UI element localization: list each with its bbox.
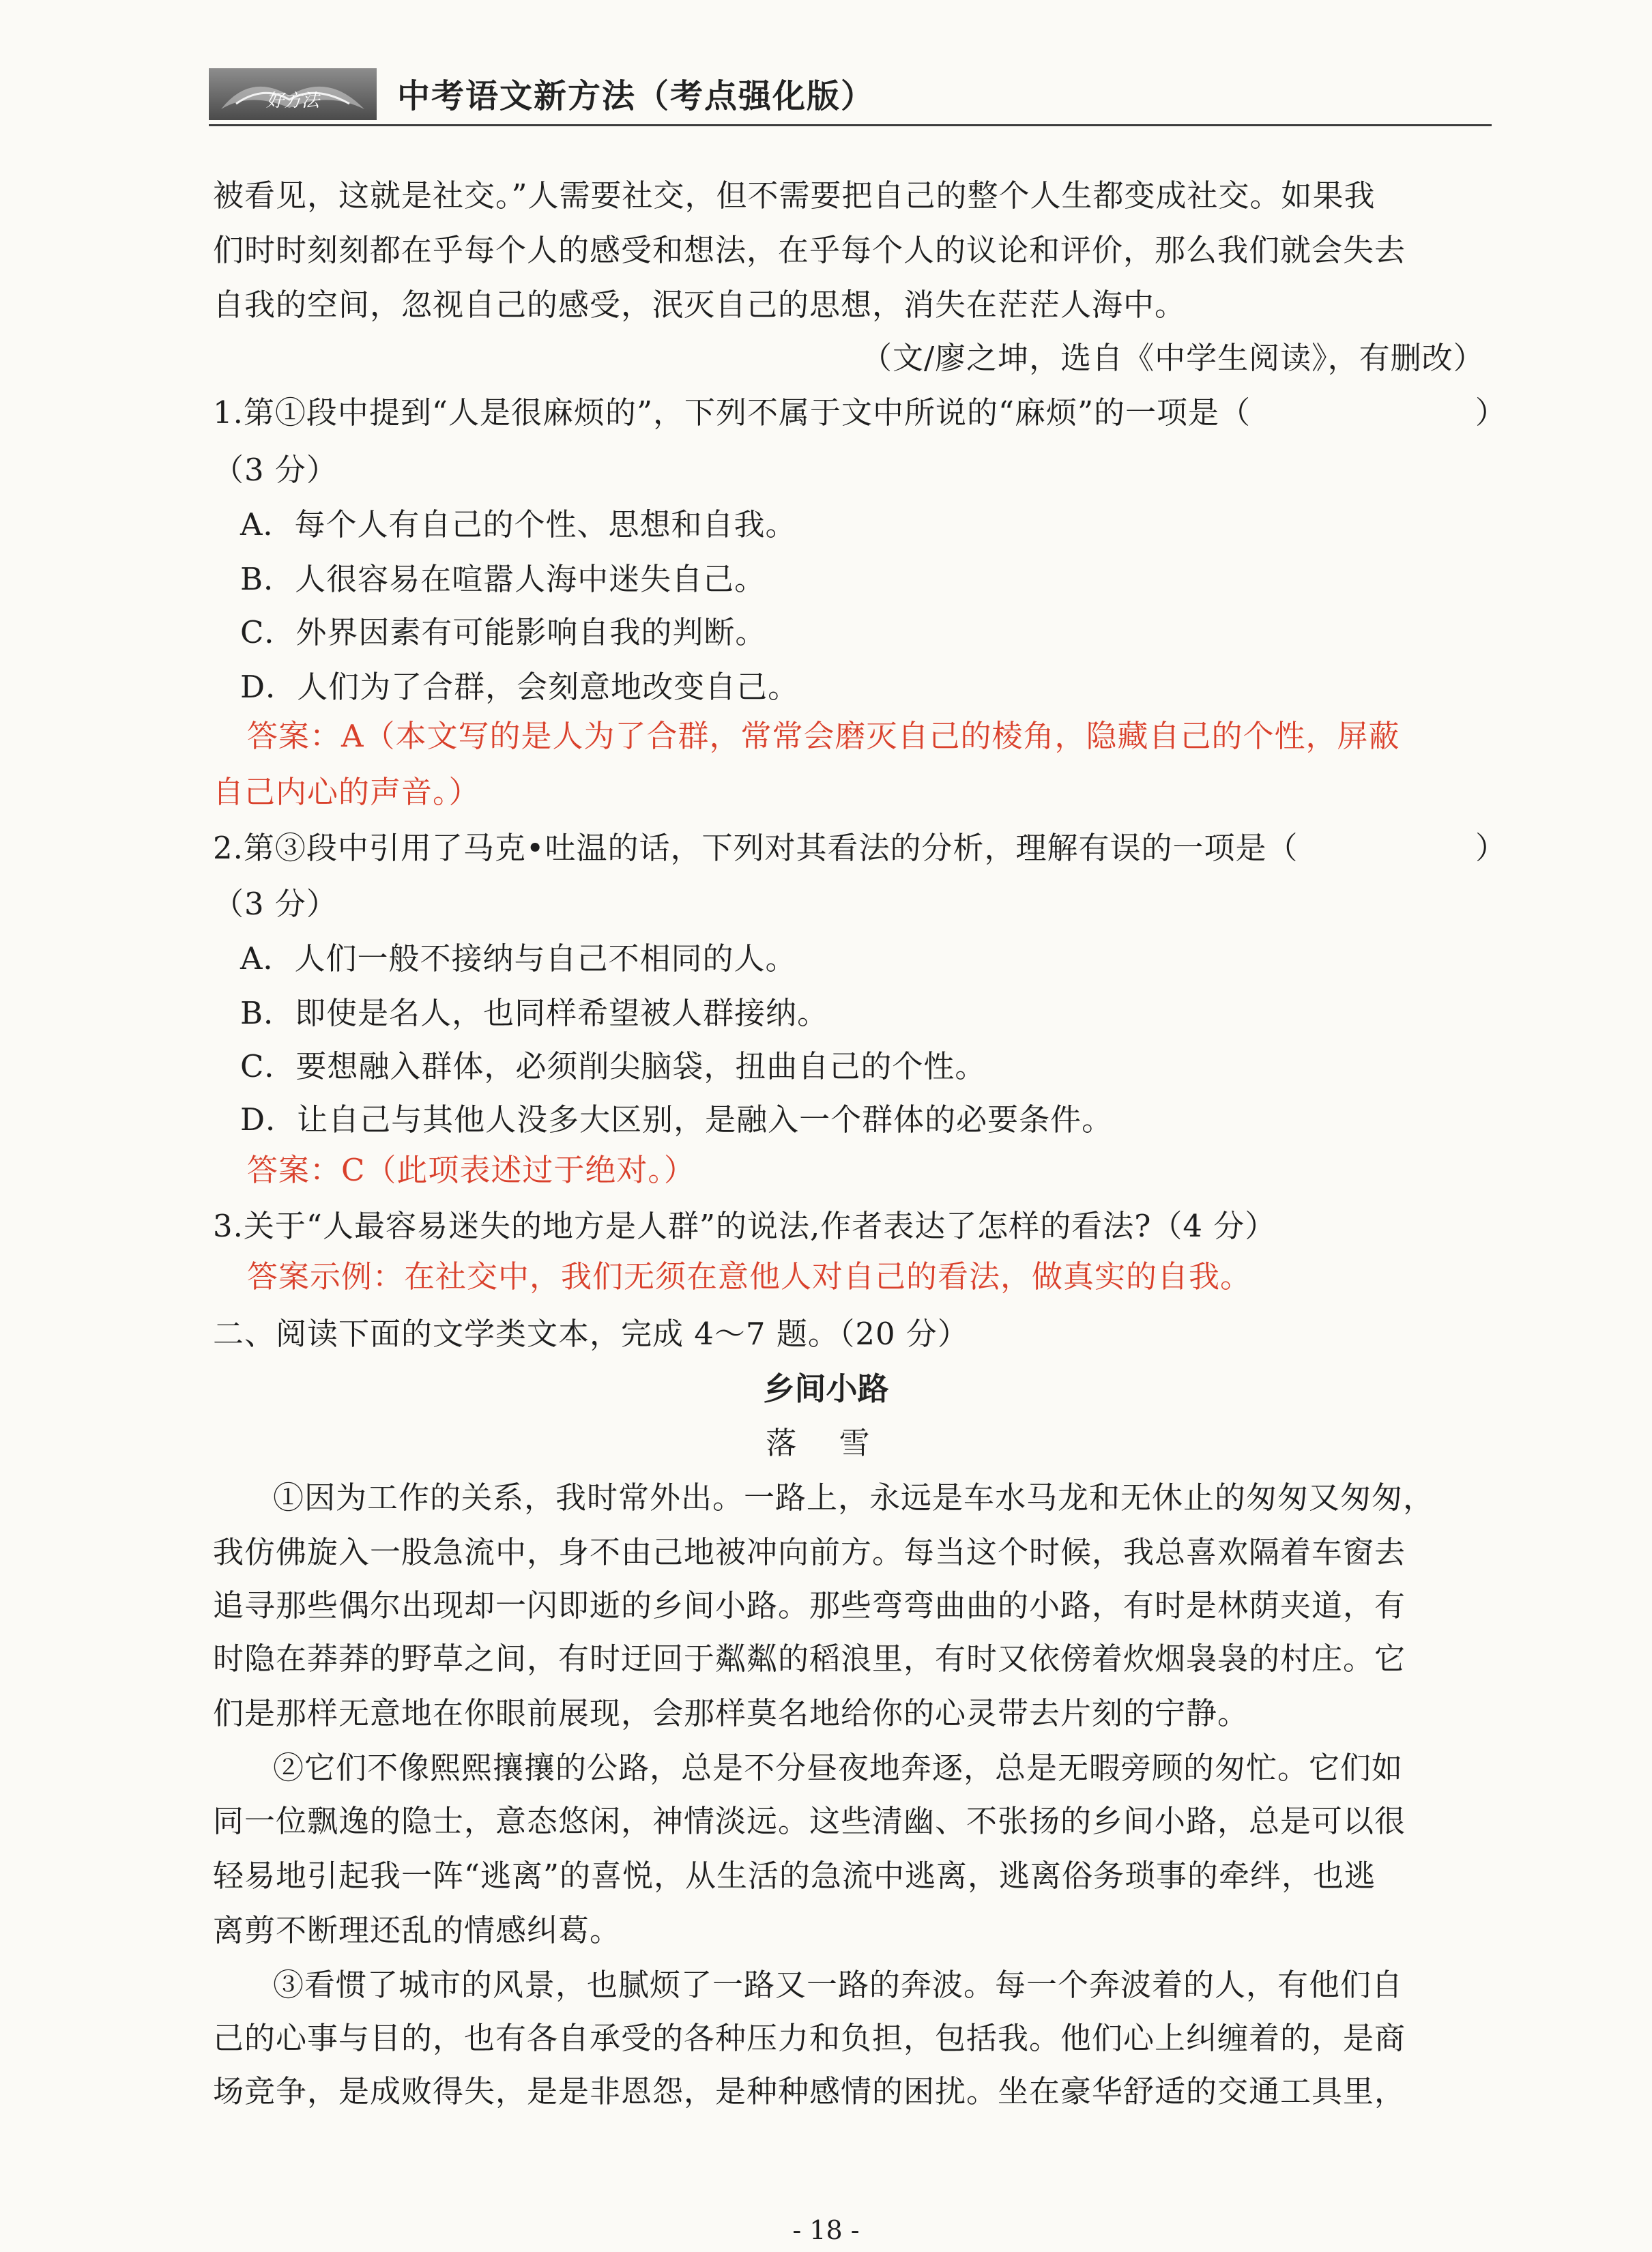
page-header bbox=[209, 63, 1492, 126]
paragraph-line: 己的心事与目的，也有各自承受的各种压力和负担，包括我。他们心上纠缠着的，是商 bbox=[213, 2020, 1406, 2056]
paragraph-line: 时隐在莽莽的野草之间，有时迂回于粼粼的稻浪里，有时又依傍着炊烟袅袅的村庄。它 bbox=[213, 1641, 1406, 1677]
option-b: B．人很容易在喧嚣人海中迷失自己。 bbox=[240, 561, 766, 597]
paragraph-line: ②它们不像熙熙攘攘的公路，总是不分昼夜地奔逐，总是无暇旁顾的匆忙。它们如 bbox=[273, 1750, 1404, 1786]
paragraph-line: 同一位飘逸的隐士，意态悠闲，神情淡远。这些清幽、不张扬的乡间小路，总是可以很 bbox=[213, 1803, 1406, 1839]
answer-line: 答案示例：在社交中，我们无须在意他人对自己的看法，做真实的自我。 bbox=[247, 1258, 1252, 1295]
paragraph-line: ①因为工作的关系，我时常外出。一路上，永远是车水马龙和无休止的匆匆又匆匆， bbox=[273, 1479, 1435, 1516]
paragraph-line: 我仿佛旋入一股急流中，身不由己地被冲向前方。每当这个时候，我总喜欢隔着车窗去 bbox=[213, 1534, 1406, 1570]
option-a: A．人们一般不接纳与自己不相同的人。 bbox=[240, 940, 797, 977]
paragraph-line: 们是那样无意地在你眼前展现，会那样莫名地给你的心灵带去片刻的宁静。 bbox=[213, 1695, 1249, 1731]
article-title: 乡间小路 bbox=[763, 1370, 889, 1407]
book-title: 中考语文新方法（考点强化版） bbox=[397, 77, 875, 115]
section-heading: 二、阅读下面的文学类文本，完成 4～7 题。（20 分） bbox=[213, 1316, 969, 1352]
wings-logo-icon bbox=[209, 68, 377, 120]
paragraph-line: 追寻那些偶尔出现却一闪即逝的乡间小路。那些弯弯曲曲的小路，有时是林荫夹道，有 bbox=[213, 1587, 1406, 1623]
option-a: A．每个人有自己的个性、思想和自我。 bbox=[240, 506, 797, 543]
text-line: 们时时刻刻都在乎每个人的感受和想法，在乎每个人的议论和评价，那么我们就会失去 bbox=[213, 232, 1406, 268]
paragraph-line: 离剪不断理还乱的情感纠葛。 bbox=[213, 1912, 622, 1948]
source-citation: （文/廖之坤，选自《中学生阅读》，有删改） bbox=[861, 340, 1485, 376]
publisher-logo bbox=[209, 68, 377, 120]
option-b: B．即使是名人，也同样希望被人群接纳。 bbox=[240, 995, 829, 1031]
question-1-score: （3 分） bbox=[213, 452, 338, 488]
answer-line: 答案：C（此项表述过于绝对。） bbox=[247, 1152, 695, 1188]
question-1-stem: 1.第①段中提到“人是很麻烦的”，下列不属于文中所说的“麻烦”的一项是（ bbox=[213, 394, 1251, 431]
question-2-score: （3 分） bbox=[213, 886, 338, 922]
answer-line: 答案：A（本文写的是人为了合群，常常会磨灭自己的棱角，隐藏自己的个性，屏蔽 bbox=[247, 718, 1400, 754]
paragraph-line: 场竞争，是成败得失，是是非恩怨，是种种感情的困扰。坐在豪华舒适的交通工具里， bbox=[213, 2073, 1406, 2109]
option-c: C．外界因素有可能影响自我的判断。 bbox=[240, 614, 767, 650]
paragraph-line: 轻易地引起我一阵“逃离”的喜悦，从生活的急流中逃离，逃离俗务琐事的牵绊，也逃 bbox=[213, 1858, 1376, 1894]
answer-line: 自己内心的声音。） bbox=[213, 774, 480, 810]
text-line: 自我的空间，忽视自己的感受，泯灭自己的思想，消失在茫茫人海中。 bbox=[213, 287, 1187, 323]
option-c: C．要想融入群体，必须削尖脑袋，扭曲自己的个性。 bbox=[240, 1048, 987, 1084]
answer-paren-close: ） bbox=[1475, 394, 1507, 431]
header-divider bbox=[209, 124, 1492, 126]
paragraph-line: ③看惯了城市的风景，也腻烦了一路又一路的奔波。每一个奔波着的人，有他们自 bbox=[273, 1967, 1404, 2003]
question-3-stem: 3.关于“人最容易迷失的地方是人群”的说法,作者表达了怎样的看法?（4 分） bbox=[213, 1208, 1277, 1244]
question-2-stem: 2.第③段中引用了马克•吐温的话，下列对其看法的分析，理解有误的一项是（ bbox=[213, 830, 1299, 866]
logo-text: 好方法 bbox=[265, 91, 320, 111]
text-line: 被看见，这就是社交。”人需要社交，但不需要把自己的整个人生都变成社交。如果我 bbox=[213, 177, 1376, 214]
option-d: D．人们为了合群，会刻意地改变自己。 bbox=[240, 669, 800, 705]
page-number: - 18 - bbox=[792, 2215, 860, 2245]
article-author: 落 雪 bbox=[766, 1425, 886, 1461]
answer-paren-close: ） bbox=[1475, 830, 1507, 866]
option-d: D．让自己与其他人没多大区别，是融入一个群体的必要条件。 bbox=[240, 1101, 1114, 1138]
